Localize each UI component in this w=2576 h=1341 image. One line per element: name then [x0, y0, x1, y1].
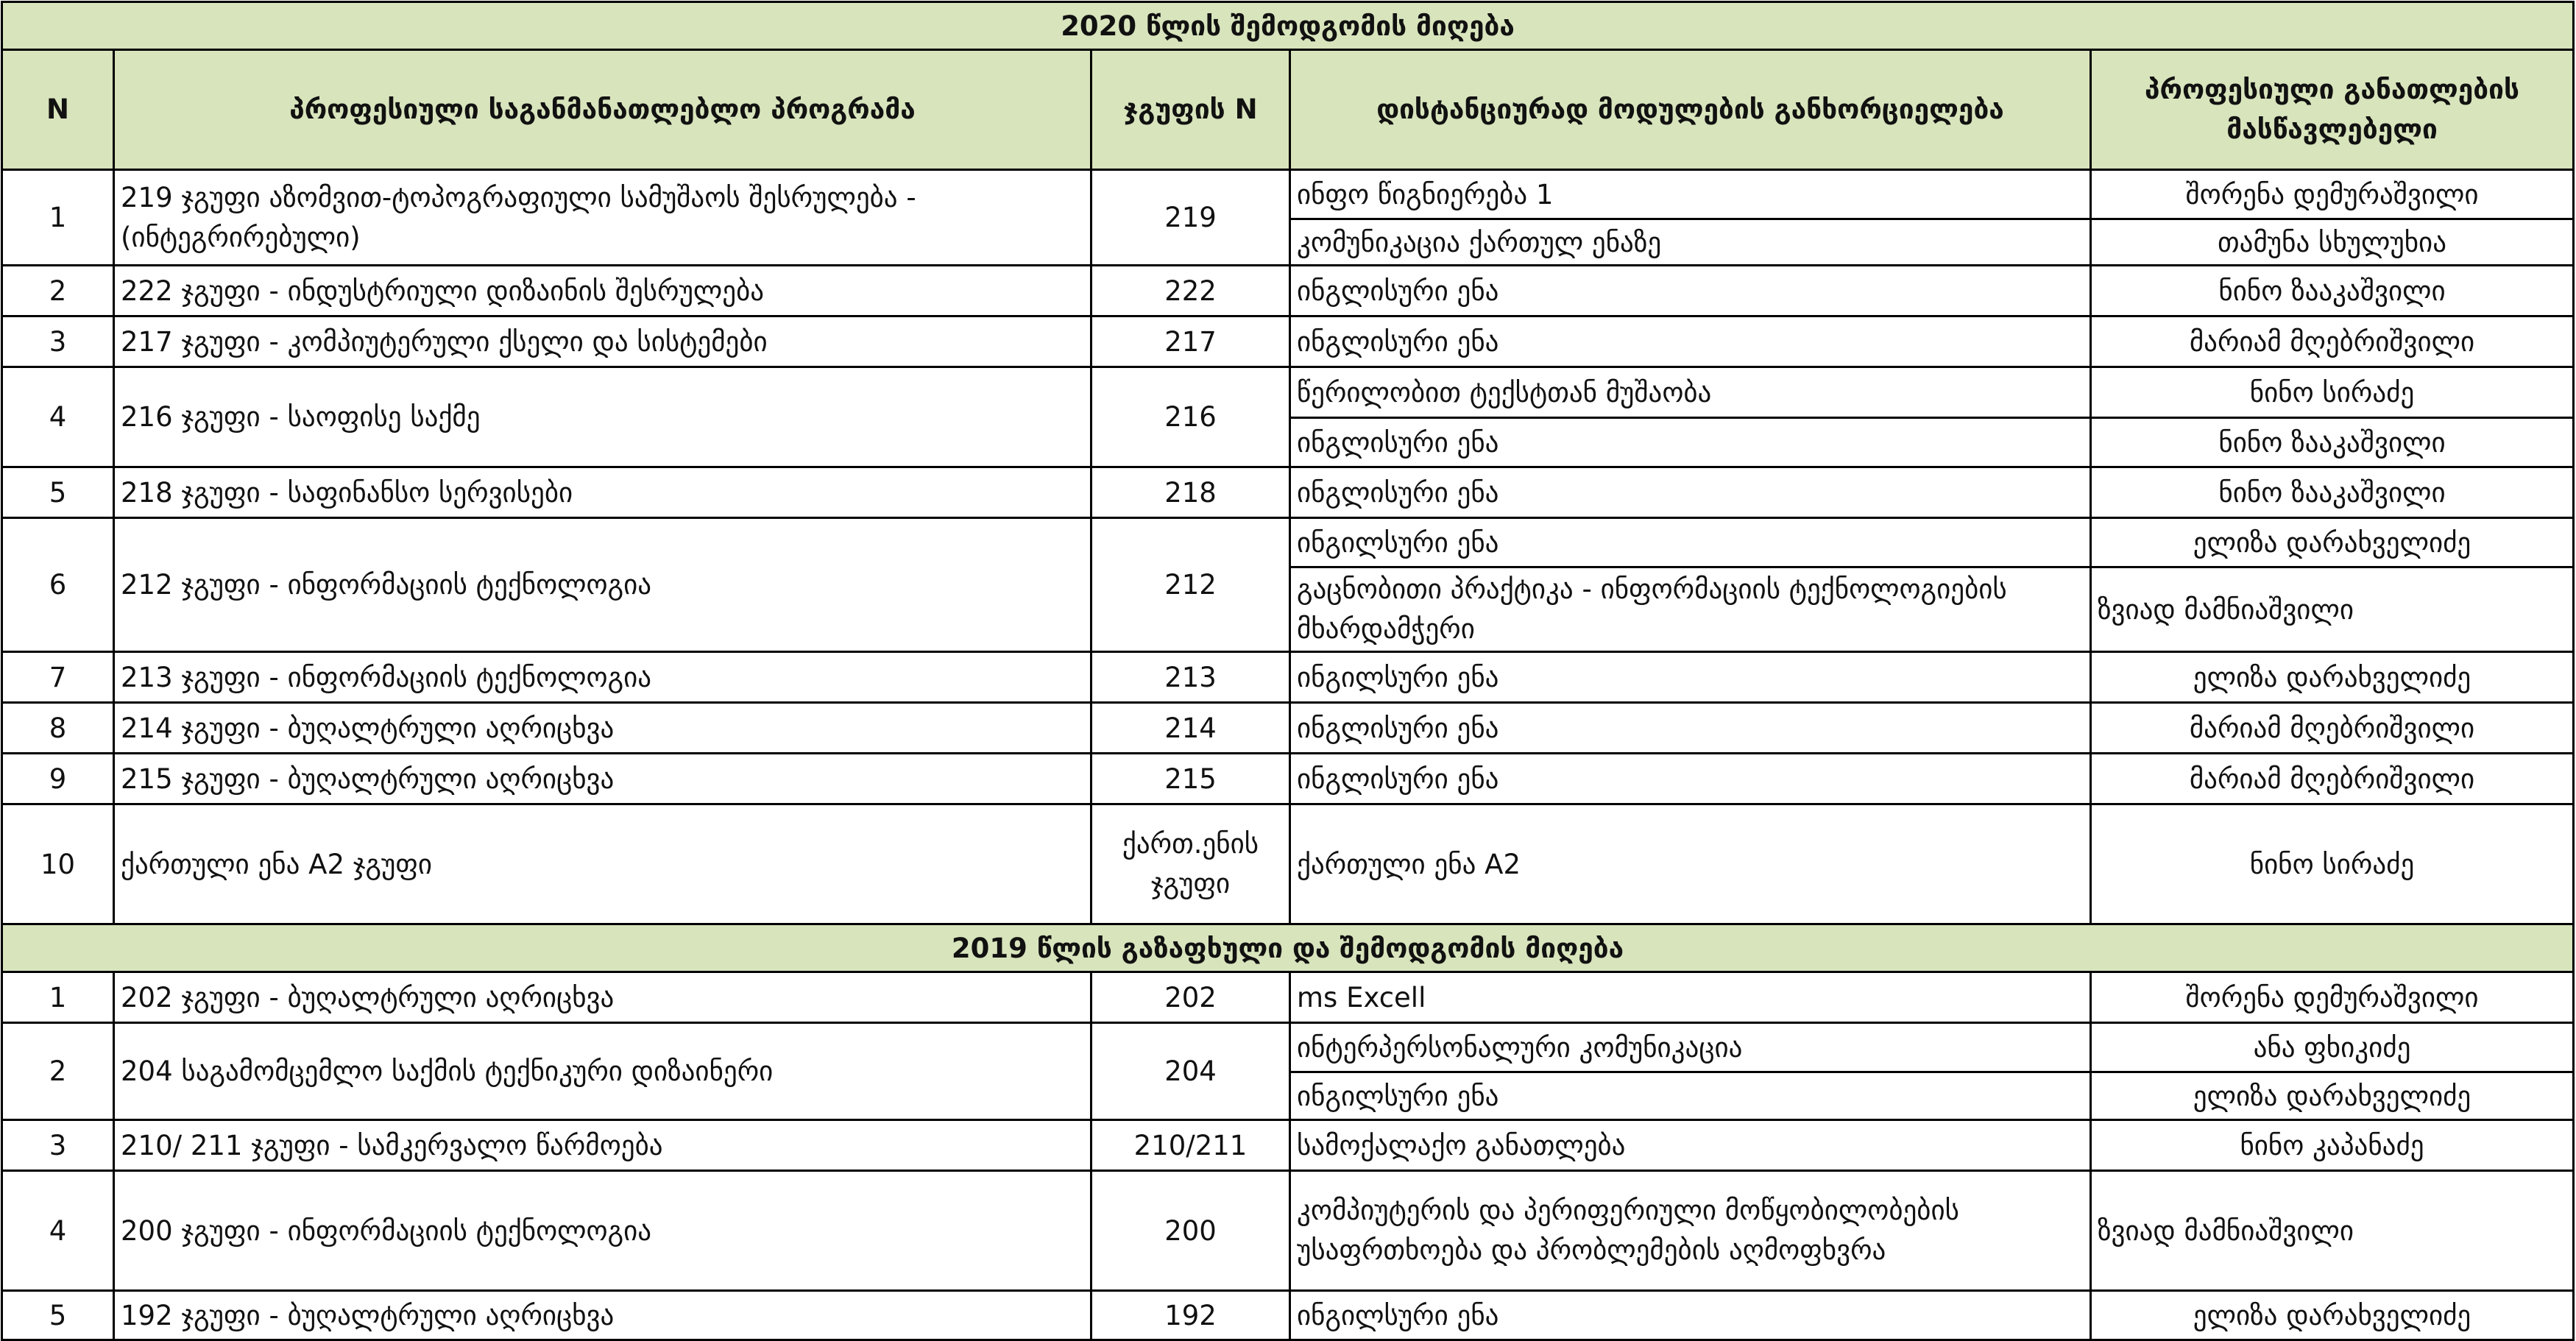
program-cell: 216 ჯგუფი - საოფისე საქმე: [114, 367, 1091, 467]
group-cell: 192: [1091, 1291, 1290, 1340]
group-cell: 210/211: [1091, 1120, 1290, 1171]
table-row: [2, 1171, 2574, 1291]
teacher-cell: მარიამ მღებრიშვილი: [2091, 316, 2574, 367]
header-program: პროფესიული საგანმანათლებლო პროგრამა: [114, 50, 1091, 170]
group-cell: 202: [1091, 972, 1290, 1023]
module-cell: ქართული ენა A2: [1290, 804, 2091, 924]
row-number: 9: [2, 754, 114, 804]
group-cell: 219: [1091, 170, 1290, 266]
section-title-2019: 2019 წლის გაზაფხული და შემოდგომის მიღება: [2, 924, 2574, 972]
program-cell: 212 ჯგუფი - ინფორმაციის ტექნოლოგია: [114, 518, 1091, 652]
teacher-cell: შორენა დემურაშვილი: [2091, 170, 2574, 219]
module-cell: გაცნობითი პრაქტიკა - ინფორმაციის ტექნოლოგიების მხარდამჭერი: [1290, 567, 2091, 652]
teacher-cell: ელიზა დარახველიძე: [2091, 1072, 2574, 1120]
header-n: N: [2, 50, 114, 170]
group-cell: 216: [1091, 367, 1290, 467]
teacher-cell: ნინო სირაძე: [2091, 367, 2574, 418]
table-row: [2, 652, 2574, 703]
group-cell: 212: [1091, 518, 1290, 652]
group-cell: 214: [1091, 703, 1290, 754]
program-cell: 217 ჯგუფი - კომპიუტერული ქსელი და სისტემები: [114, 316, 1091, 367]
table-row: [2, 972, 2574, 1023]
table-row: [2, 804, 2574, 924]
teacher-cell: ნინო ზააკაშვილი: [2091, 266, 2574, 316]
table-row: [2, 266, 2574, 316]
program-cell: 213 ჯგუფი - ინფორმაციის ტექნოლოგია: [114, 652, 1091, 703]
teacher-cell: ნინო ზააკაშვილი: [2091, 467, 2574, 518]
module-cell: ms Excell: [1290, 972, 2091, 1023]
header-module: დისტანციურად მოდულების განხორციელება: [1290, 50, 2091, 170]
group-cell: 213: [1091, 652, 1290, 703]
program-cell: ქართული ენა A2 ჯგუფი: [114, 804, 1091, 924]
module-cell: ინგლისური ენა: [1290, 703, 2091, 754]
table-row: [2, 316, 2574, 367]
teacher-cell: შორენა დემურაშვილი: [2091, 972, 2574, 1023]
table-row: [2, 1023, 2574, 1072]
header-teacher: პროფესიული განათლების მასწავლებელი: [2091, 50, 2574, 170]
header-group: ჯგუფის N: [1091, 50, 1290, 170]
row-number: 7: [2, 652, 114, 703]
admissions-table: [1, 1, 2575, 1341]
module-cell: ინგლისური ენა: [1290, 467, 2091, 518]
section-header-row: [2, 2, 2574, 50]
program-cell: 210/ 211 ჯგუფი - სამკერვალო წარმოება: [114, 1120, 1091, 1171]
row-number: 4: [2, 1171, 114, 1291]
program-cell: 218 ჯგუფი - საფინანსო სერვისები: [114, 467, 1091, 518]
module-cell: კომუნიკაცია ქართულ ენაზე: [1290, 219, 2091, 266]
teacher-cell: მარიამ მღებრიშვილი: [2091, 703, 2574, 754]
table-row: [2, 1120, 2574, 1171]
module-cell: ინგილსური ენა: [1290, 652, 2091, 703]
group-cell: ქართ.ენის ჯგუფი: [1091, 804, 1290, 924]
group-cell: 217: [1091, 316, 1290, 367]
row-number: 5: [2, 467, 114, 518]
row-number: 2: [2, 266, 114, 316]
row-number: 3: [2, 316, 114, 367]
row-number: 5: [2, 1291, 114, 1340]
group-cell: 218: [1091, 467, 1290, 518]
teacher-cell: მარიამ მღებრიშვილი: [2091, 754, 2574, 804]
program-cell: 215 ჯგუფი - ბუღალტრული აღრიცხვა: [114, 754, 1091, 804]
row-number: 6: [2, 518, 114, 652]
table-row: [2, 1291, 2574, 1340]
module-cell: ინტერპერსონალური კომუნიკაცია: [1290, 1023, 2091, 1072]
group-cell: 215: [1091, 754, 1290, 804]
table-row: [2, 518, 2574, 567]
teacher-cell: ელიზა დარახველიძე: [2091, 518, 2574, 567]
teacher-cell: ნინო ზააკაშვილი: [2091, 418, 2574, 467]
column-header-row: [2, 50, 2574, 170]
program-cell: 200 ჯგუფი - ინფორმაციის ტექნოლოგია: [114, 1171, 1091, 1291]
group-cell: 222: [1091, 266, 1290, 316]
table-row: [2, 467, 2574, 518]
table-row: [2, 170, 2574, 219]
module-cell: წერილობით ტექსტთან მუშაობა: [1290, 367, 2091, 418]
module-cell: ინგლისური ენა: [1290, 754, 2091, 804]
teacher-cell: ნინო კაპანაძე: [2091, 1120, 2574, 1171]
teacher-cell: ზვიად მამნიაშვილი: [2091, 567, 2574, 652]
row-number: 2: [2, 1023, 114, 1120]
teacher-cell: ელიზა დარახველიძე: [2091, 652, 2574, 703]
row-number: 10: [2, 804, 114, 924]
module-cell: ინგილსური ენა: [1290, 1072, 2091, 1120]
teacher-cell: ნინო სირაძე: [2091, 804, 2574, 924]
table-row: [2, 754, 2574, 804]
table-row: [2, 703, 2574, 754]
row-number: 1: [2, 972, 114, 1023]
module-cell: კომპიუტერის და პერიფერიული მოწყობილობების უსაფრთხოება და პრობლემების აღმოფხვრა: [1290, 1171, 2091, 1291]
row-number: 8: [2, 703, 114, 754]
program-cell: 214 ჯგუფი - ბუღალტრული აღრიცხვა: [114, 703, 1091, 754]
teacher-cell: თამუნა სხულუხია: [2091, 219, 2574, 266]
module-cell: ინგილსური ენა: [1290, 518, 2091, 567]
table-row: [2, 367, 2574, 418]
module-cell: ინგილსური ენა: [1290, 1291, 2091, 1340]
program-cell: 192 ჯგუფი - ბუღალტრული აღრიცხვა: [114, 1291, 1091, 1340]
teacher-cell: ელიზა დარახველიძე: [2091, 1291, 2574, 1340]
row-number: 1: [2, 170, 114, 266]
module-cell: ინფო წიგნიერება 1: [1290, 170, 2091, 219]
module-cell: ინგლისური ენა: [1290, 266, 2091, 316]
group-cell: 204: [1091, 1023, 1290, 1120]
program-cell: 204 საგამომცემლო საქმის ტექნიკური დიზაინერი: [114, 1023, 1091, 1120]
row-number: 4: [2, 367, 114, 467]
program-cell: 219 ჯგუფი აზომვით-ტოპოგრაფიული სამუშაოს შესრულება - (ინტეგრირებული): [114, 170, 1091, 266]
teacher-cell: ანა ფხიკიძე: [2091, 1023, 2574, 1072]
teacher-cell: ზვიად მამნიაშვილი: [2091, 1171, 2574, 1291]
module-cell: ინგლისური ენა: [1290, 316, 2091, 367]
group-cell: 200: [1091, 1171, 1290, 1291]
module-cell: ინგლისური ენა: [1290, 418, 2091, 467]
section-title-2020: 2020 წლის შემოდგომის მიღება: [2, 2, 2574, 50]
row-number: 3: [2, 1120, 114, 1171]
section-header-row: [2, 924, 2574, 972]
program-cell: 222 ჯგუფი - ინდუსტრიული დიზაინის შესრულება: [114, 266, 1091, 316]
module-cell: სამოქალაქო განათლება: [1290, 1120, 2091, 1171]
program-cell: 202 ჯგუფი - ბუღალტრული აღრიცხვა: [114, 972, 1091, 1023]
